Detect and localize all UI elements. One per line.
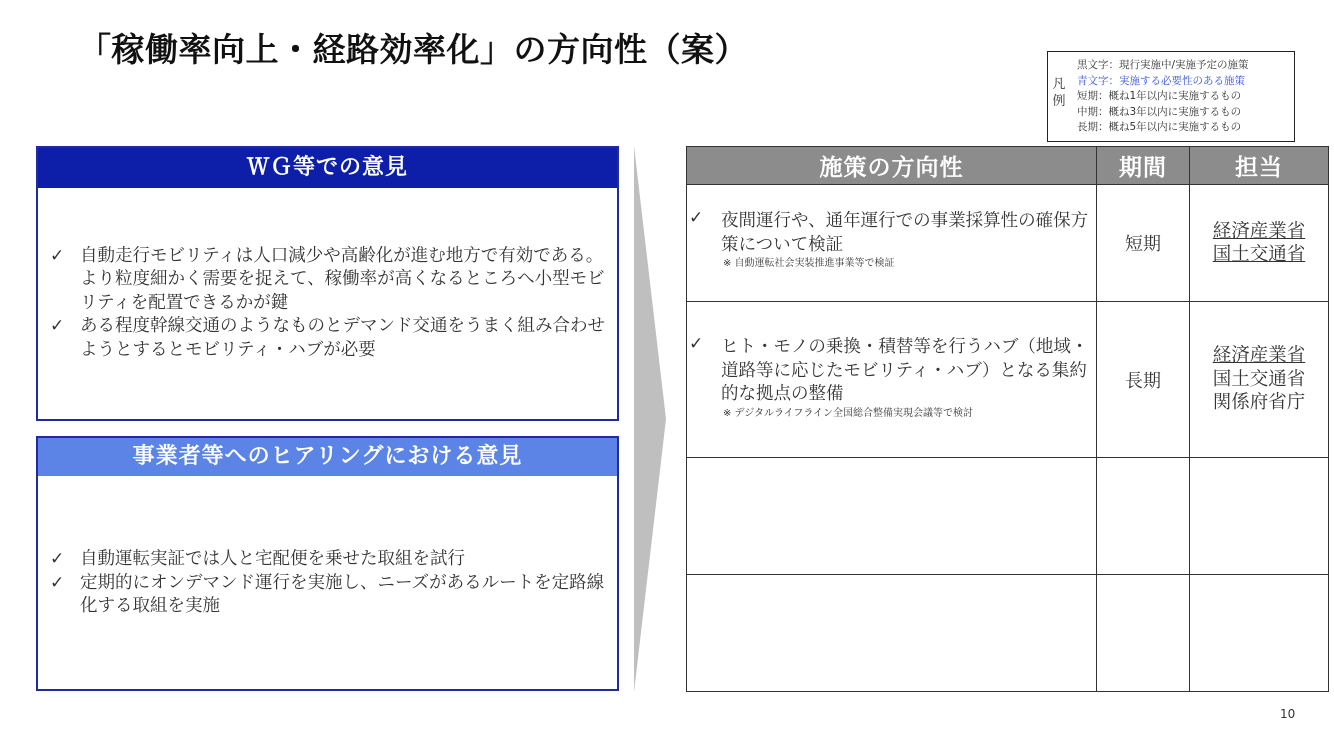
period-cell: 長期 (1097, 302, 1190, 458)
wg-opinions-panel (36, 146, 619, 421)
owner-cell (1190, 458, 1329, 575)
list-item: ✓ 定期的にオンデマンド運行を実施し、ニーズがあるルートを定路線化する取組を実施 (50, 572, 605, 617)
table-row (687, 458, 1329, 575)
owner-name: 経済産業省 (1212, 220, 1306, 242)
period-cell: 短期 (1097, 185, 1190, 302)
period-cell (1097, 458, 1190, 575)
measure-cell (687, 302, 1097, 458)
owner-cell (1190, 302, 1329, 458)
check-icon: ✓ (689, 208, 704, 228)
owner-name: 国土交通省 (1212, 244, 1306, 265)
page-title: 「稼働率向上・経路効率化」の方向性（案） (78, 30, 748, 69)
owner-cell (1190, 575, 1329, 692)
owner-name: 経済産業省 (1212, 345, 1306, 367)
legend-line: 黒文字：現行実施中/実施予定の施策 (1077, 59, 1249, 71)
owner-name: 関係府省庁 (1212, 392, 1306, 414)
chevron-arrow-icon (634, 146, 668, 692)
legend-line: 短期：概ね1年以内に実施するもの (1077, 90, 1242, 103)
wg-opinion-list (38, 245, 617, 363)
measure-cell (687, 185, 1097, 302)
measure-text: 夜間運行や、通年運行での事業採算性の確保方策について検証 (721, 211, 1089, 255)
wg-panel-title: ＷＧ等での意見 (38, 148, 617, 188)
measure-note: ※ デジタルライフライン全国総合整備実現会議等で検討 (723, 407, 974, 419)
check-icon: ✓ (50, 245, 65, 266)
check-icon: ✓ (50, 316, 65, 337)
header-period: 期間 (1097, 147, 1190, 185)
measure-text: ヒト・モノの乗換・積替等を行うハブ（地域・道路等に応じたモビリティ・ハブ）となる集約的な拠点の整備 (721, 337, 1089, 404)
page-number: 10 (1280, 707, 1296, 721)
list-item: ✓ 自動運転実証では人と宅配便を乗せた取組を試行 (48, 548, 607, 572)
owner-cell (1190, 185, 1329, 302)
check-icon: ✓ (50, 549, 65, 570)
legend-label: 凡 例 (1052, 77, 1066, 109)
legend-line: 青文字：実施する必要性のある施策 (1077, 74, 1245, 87)
table-row (687, 302, 1329, 458)
measure-note: ※ 自動運転社会実装推進事業等で検証 (723, 258, 895, 269)
table-row (687, 185, 1329, 302)
owner-name: 国土交通省 (1212, 368, 1306, 390)
header-owner: 担当 (1190, 147, 1329, 185)
check-icon: ✓ (50, 572, 65, 593)
table-row (687, 575, 1329, 692)
policy-direction-table (686, 146, 1329, 692)
list-item: ✓ 自動走行モビリティは人口減少や高齢化が進む地方で有効である。より粒度細かく需要を捉えて、稼働率が高くなるところへ小型モビリティを配置できるかが鍵 (50, 245, 605, 313)
hearing-panel-title: 事業者等へのヒアリングにおける意見 (38, 438, 617, 476)
header-measure: 施策の方向性 (687, 147, 1097, 185)
hearing-opinions-panel (36, 436, 619, 691)
measure-cell (687, 575, 1097, 692)
legend-lines (1077, 58, 1249, 136)
period-cell (1097, 575, 1190, 692)
hearing-opinion-list (38, 548, 617, 619)
check-icon: ✓ (689, 334, 704, 354)
table-header-row (687, 147, 1329, 185)
legend-line: 長期：概ね5年以内に実施するもの (1077, 121, 1242, 134)
legend-line: 中期：概ね3年以内に実施するもの (1077, 105, 1242, 118)
legend-box (1047, 51, 1295, 142)
measure-cell (687, 458, 1097, 575)
list-item: ✓ ある程度幹線交通のようなものとデマンド交通をうまく組み合わせようとするとモビリティ・ハブが必要 (50, 316, 605, 360)
